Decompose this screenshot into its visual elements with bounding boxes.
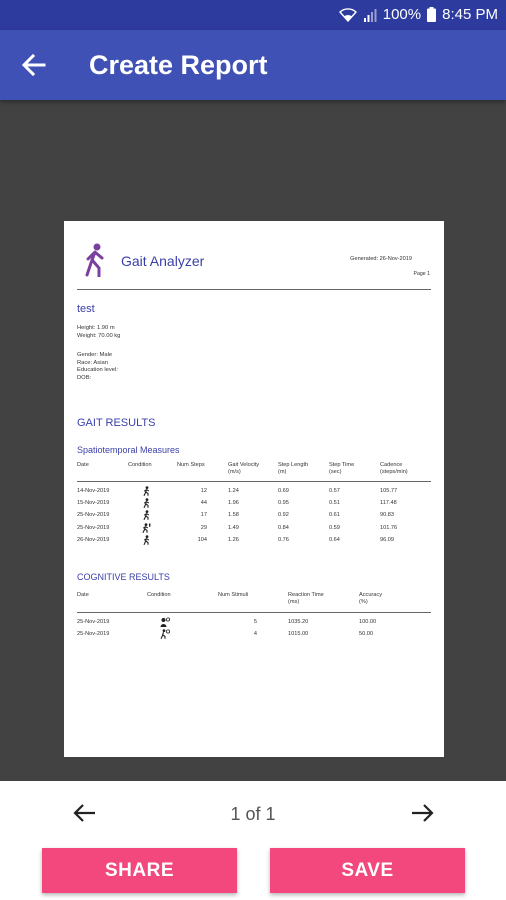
walking-cognitive-icon	[160, 629, 170, 639]
education-text: Education level:	[77, 367, 118, 374]
col-step-time-unit: (sec)	[329, 468, 342, 475]
signal-icon	[363, 8, 377, 22]
gait-row-date: 25-Nov-2019	[77, 512, 110, 519]
walking-person-logo-icon	[82, 243, 108, 277]
gait-row-cadence: 96.09	[380, 536, 394, 543]
gait-row-date: 26-Nov-2019	[77, 536, 110, 543]
gait-row-step-time: 0.64	[329, 536, 340, 543]
col-cadence-label: Cadence	[380, 462, 403, 468]
gait-row-cadence: 105.77	[380, 488, 398, 494]
gait-row-velocity: 1.96	[228, 500, 239, 507]
gait-row-step-time: 0.59	[329, 524, 340, 531]
col-cadence-unit: (steps/min)	[380, 468, 408, 475]
share-button[interactable]: SHARE	[42, 848, 237, 893]
app-bar	[0, 30, 506, 100]
cog-col-reaction-time	[288, 592, 324, 605]
gait-row-velocity: 1.26	[228, 536, 239, 543]
walking-icon	[141, 510, 151, 520]
patient-demographics	[77, 352, 118, 382]
dob-text: DOB:	[77, 374, 92, 381]
gait-row-date: 25-Nov-2019	[77, 524, 110, 531]
cog-col-num-stimuli: Num Stimuli	[218, 592, 249, 598]
col-condition: Condition	[128, 462, 152, 468]
gait-row-date: 15-Nov-2019	[77, 500, 110, 507]
battery-percent: 100%	[382, 6, 422, 23]
cog-row-accuracy: 50.00	[359, 631, 373, 637]
walking-icon	[141, 486, 151, 496]
cog-row-num-stimuli: 5	[253, 619, 257, 625]
col-num-steps: Num Steps	[177, 462, 205, 468]
page-title: Create Report	[89, 50, 268, 80]
cognitive-table-divider	[77, 612, 431, 613]
cog-col-date: Date	[77, 592, 89, 598]
cognitive-results-heading: COGNITIVE RESULTS	[77, 572, 170, 582]
wifi-icon	[339, 8, 357, 22]
cog-col-accuracy	[359, 592, 382, 605]
walking-dual-task-icon	[141, 523, 151, 533]
gait-row-step-length: 0.84	[278, 524, 289, 531]
cog-row-reaction-time: 1035.20	[288, 619, 309, 625]
gait-row-num-steps: 12	[200, 488, 207, 494]
generated-date: Generated: 26-Nov-2019	[350, 256, 412, 262]
page-number: Page 1	[413, 271, 430, 277]
gait-row-step-length: 0.76	[278, 536, 289, 543]
gait-row-num-steps: 104	[197, 536, 207, 543]
gait-row-num-steps: 44	[200, 500, 207, 507]
gait-row-velocity: 1.24	[228, 488, 239, 494]
col-gait-velocity-label: Gait Velocity	[228, 462, 260, 468]
gait-row-cadence: 117.48	[380, 500, 397, 507]
col-step-length-unit: (m)	[278, 468, 287, 475]
gait-row-step-length: 0.69	[278, 488, 289, 494]
gait-row-velocity: 1.49	[228, 524, 239, 531]
race-text: Race: Asian	[77, 359, 108, 366]
cog-row-date: 25-Nov-2019	[77, 619, 110, 625]
next-page-button[interactable]	[407, 798, 437, 828]
status-icons	[339, 6, 498, 23]
person-cognitive-icon	[160, 617, 170, 627]
save-button[interactable]: SAVE	[270, 848, 465, 893]
walking-icon	[141, 535, 151, 545]
col-step-time-label: Step Time	[329, 462, 355, 468]
cog-row-num-stimuli: 4	[253, 631, 257, 637]
bottom-bar	[0, 781, 506, 900]
height-text: Height: 1.90 m	[77, 325, 115, 331]
status-bar	[0, 0, 506, 30]
gait-row-step-time: 0.51	[329, 500, 340, 507]
walking-icon	[141, 498, 151, 508]
cog-row-reaction-time: 1015.00	[288, 631, 309, 637]
cog-row-date: 25-Nov-2019	[77, 631, 110, 637]
battery-icon	[427, 7, 436, 22]
gait-results-heading: GAIT RESULTS	[77, 417, 156, 429]
gait-row-cadence: 90.83	[380, 512, 394, 519]
clock: 8:45 PM	[442, 6, 498, 23]
gait-row-cadence: 101.76	[380, 524, 398, 531]
cog-col-accuracy-unit: (%)	[359, 598, 368, 605]
gait-table-divider	[77, 481, 431, 482]
report-preview-area	[0, 100, 506, 781]
gender-text: Gender: Male	[77, 352, 113, 358]
patient-name: test	[77, 303, 95, 315]
col-gait-velocity	[228, 462, 259, 475]
gait-row-date: 14-Nov-2019	[77, 488, 110, 494]
cog-col-reaction-time-unit: (ms)	[288, 598, 300, 605]
gait-row-step-time: 0.61	[329, 512, 340, 519]
gait-row-velocity: 1.58	[228, 512, 239, 519]
col-step-length-label: Step Length	[278, 462, 309, 468]
page-indicator: 1 of 1	[230, 804, 276, 824]
cog-row-accuracy: 100.00	[359, 619, 377, 625]
gait-row-num-steps: 17	[200, 512, 207, 519]
gait-row-step-time: 0.57	[329, 488, 340, 494]
cog-col-accuracy-label: Accuracy	[359, 592, 383, 598]
spatiotemporal-heading: Spatiotemporal Measures	[77, 445, 180, 455]
cog-col-reaction-time-label: Reaction Time	[288, 592, 324, 598]
header-divider	[77, 289, 431, 290]
back-button[interactable]	[18, 51, 50, 79]
cog-col-condition: Condition	[147, 592, 171, 598]
arrow-back-icon	[18, 51, 50, 79]
arrow-right-icon	[407, 798, 437, 828]
col-date: Date	[77, 462, 89, 468]
col-step-length	[278, 462, 308, 475]
gait-row-step-length: 0.92	[278, 512, 289, 519]
patient-measurements	[77, 325, 120, 340]
gait-row-num-steps: 29	[200, 524, 207, 531]
col-step-time	[329, 462, 354, 475]
gait-row-step-length: 0.95	[278, 500, 289, 507]
col-gait-velocity-unit: (m/s)	[228, 468, 241, 475]
report-brand: Gait Analyzer	[121, 253, 205, 269]
weight-text: Weight: 70.00 kg	[77, 332, 121, 339]
col-cadence	[380, 462, 408, 475]
report-page[interactable]	[64, 221, 444, 757]
